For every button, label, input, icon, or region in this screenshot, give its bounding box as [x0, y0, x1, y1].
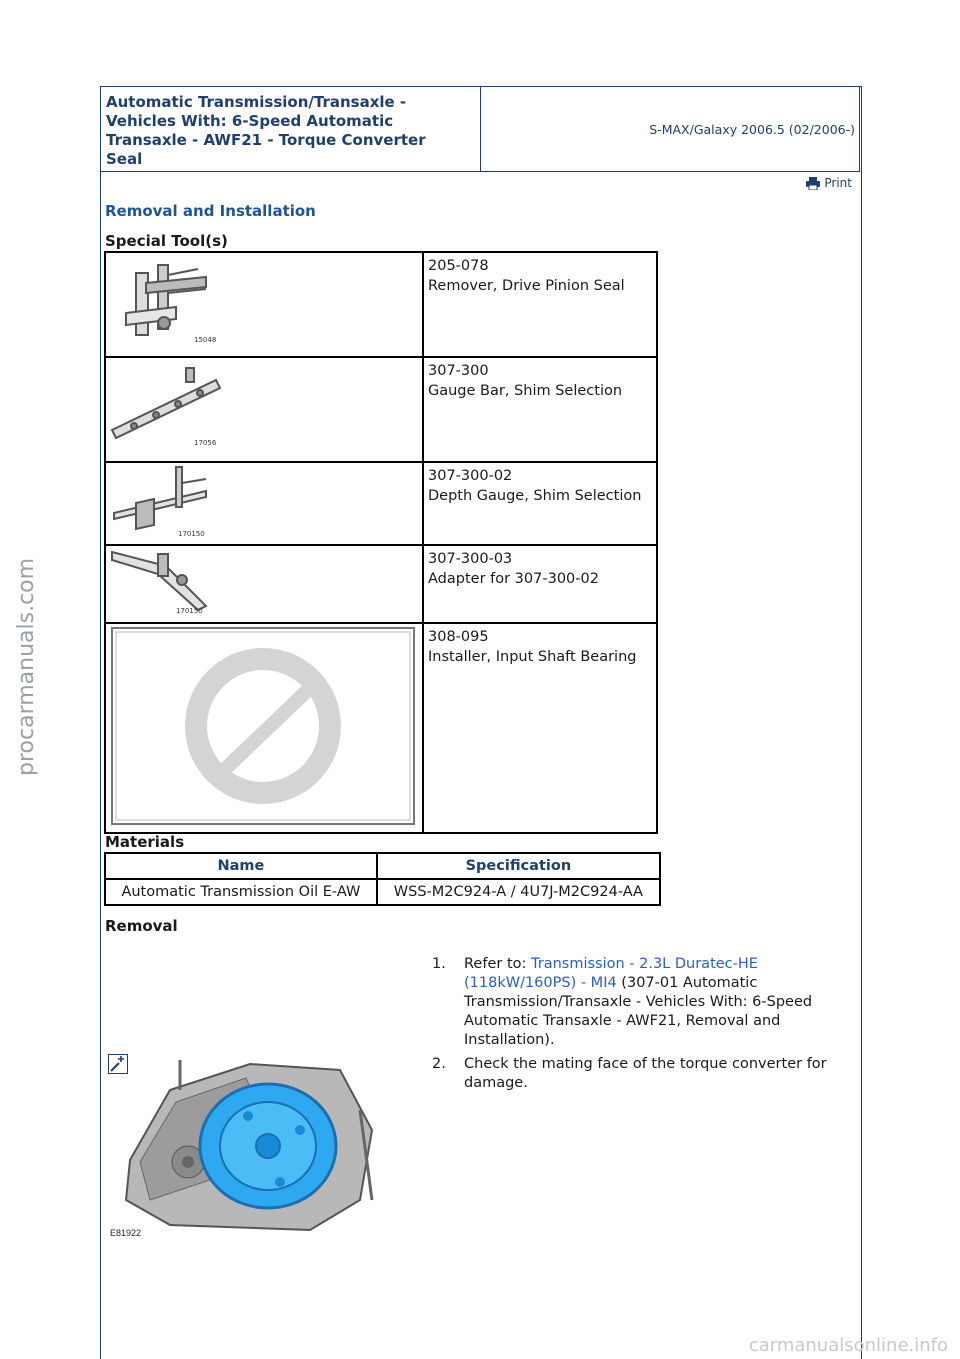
table-header-row	[105, 853, 660, 879]
tool-code: 205-078	[428, 258, 489, 274]
tool-description	[423, 623, 657, 833]
tool-name: Depth Gauge, Shim Selection	[428, 488, 642, 504]
tool-illustration	[106, 546, 422, 618]
watermark-bottom: carmanualsonline.info	[748, 1335, 948, 1356]
tool-illustration	[106, 253, 422, 352]
tool-code: 307-300-03	[428, 551, 513, 567]
step-number: 1.	[432, 956, 446, 972]
title-line: Seal	[106, 150, 143, 168]
tool-description	[423, 545, 657, 623]
figure-label: E81922	[110, 1228, 142, 1238]
tool-name: Adapter for 307-300-02	[428, 571, 599, 587]
printer-icon	[806, 177, 820, 190]
tool-code: 307-300	[428, 363, 489, 379]
table-row	[105, 879, 660, 905]
tool-description	[423, 462, 657, 545]
step-2	[432, 1055, 852, 1093]
tool-code: 308-095	[428, 629, 489, 645]
transmission-removal-link[interactable]: Transmission - 2.3L Duratec-HE (118kW/160PS) - MI4	[464, 956, 758, 991]
tool-code: 307-300-02	[428, 468, 513, 484]
tool-name: Installer, Input Shaft Bearing	[428, 649, 637, 665]
tool-image-cell	[105, 623, 423, 833]
material-name: Automatic Transmission Oil E-AW	[105, 879, 377, 905]
torque-converter-figure	[110, 1050, 380, 1240]
section-title: Removal and Installation	[105, 202, 316, 220]
tool-image-cell	[105, 545, 423, 623]
tool-description	[423, 252, 657, 357]
tool-name: Gauge Bar, Shim Selection	[428, 383, 623, 399]
title-line: Transaxle - AWF21 - Torque Converter	[106, 131, 426, 149]
special-tools-heading: Special Tool(s)	[105, 232, 228, 250]
step-suffix: (307-01 Automatic Transmission/Transaxle - Vehicles With: 6-Speed Automatic Transaxle - AWF21, Removal and Installation).	[464, 975, 813, 1048]
tool-description	[423, 357, 657, 462]
print-button[interactable]	[806, 176, 852, 190]
vehicle-label: S-MAX/Galaxy 2006.5 (02/2006-)	[649, 121, 855, 137]
tool-image-cell	[105, 462, 423, 545]
tool-illustration	[106, 358, 422, 457]
step-number: 2.	[432, 1056, 446, 1072]
vehicle-info	[481, 87, 859, 171]
table-row	[105, 623, 657, 833]
document-header	[100, 86, 860, 172]
materials-heading: Materials	[105, 833, 185, 851]
tool-illustration	[106, 463, 422, 540]
tool-image-label: 170150	[178, 530, 205, 538]
tool-name: Remover, Drive Pinion Seal	[428, 278, 625, 294]
tool-image-cell	[105, 252, 423, 357]
no-image-icon	[106, 624, 422, 828]
tool-image-cell	[105, 357, 423, 462]
material-specification: WSS-M2C924-A / 4U7J-M2C924-AA	[377, 879, 660, 905]
materials-table	[104, 852, 661, 906]
tool-image-label: 17056	[194, 439, 217, 447]
document-title	[101, 87, 481, 171]
column-header-specification: Specification	[377, 853, 660, 879]
title-line: Vehicles With: 6-Speed Automatic	[106, 112, 394, 130]
table-row	[105, 357, 657, 462]
removal-heading: Removal	[105, 917, 178, 935]
print-label: Print	[824, 176, 852, 190]
watermark-left: procarmanuals.com	[14, 557, 39, 776]
title-line: Automatic Transmission/Transaxle -	[106, 93, 407, 111]
step-prefix: Refer to:	[464, 956, 531, 972]
step-1	[432, 955, 852, 1050]
column-header-name: Name	[105, 853, 377, 879]
table-row	[105, 545, 657, 623]
step-text	[464, 955, 852, 1050]
table-row	[105, 252, 657, 357]
step-text: Check the mating face of the torque converter for damage.	[464, 1056, 827, 1091]
tool-image-label: 15048	[194, 336, 217, 344]
table-row	[105, 462, 657, 545]
special-tools-table	[104, 251, 658, 834]
tool-image-label: 170150	[176, 607, 203, 615]
